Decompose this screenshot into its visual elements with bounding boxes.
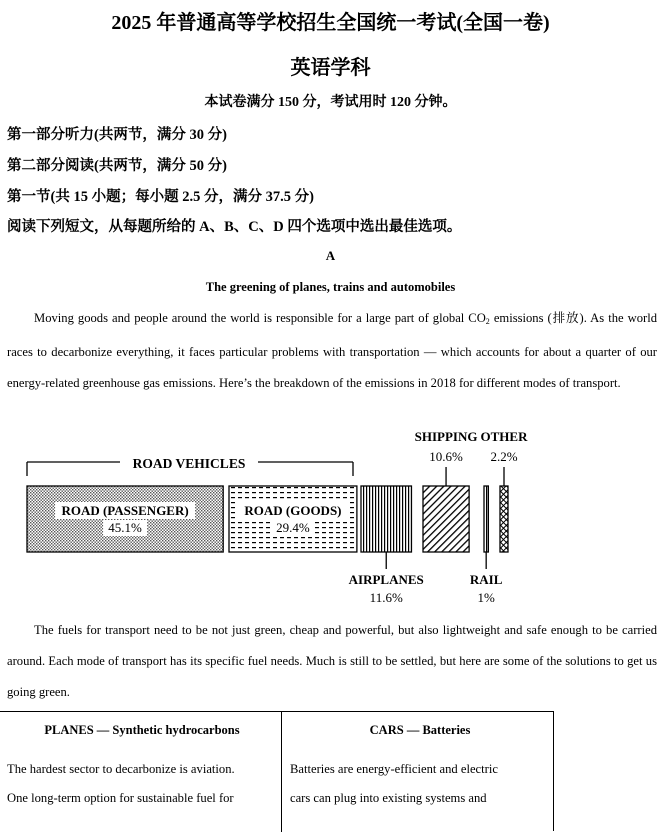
bar-airplanes [361,486,411,552]
section-instruction: 阅读下列短文，从每题所给的 A、B、C、D 四个选项中选出最佳选项。 [7,219,462,235]
exam-title: 2025 年普通高等学校招生全国统一考试(全国一卷) [111,12,550,34]
p1-text-a: Moving goods and people around the world is responsible for a large part of global CO [34,311,486,325]
passage-letter: A [325,248,336,263]
value-label-road-passenger: 45.1% [108,520,142,535]
paragraph-1 [7,303,657,399]
section-reading: 第二部分阅读(共两节，满分 50 分) [7,158,227,174]
col-body-cars [290,755,498,813]
table-line: cars can plug into existing systems and [290,791,487,805]
col-header-planes: PLANES — Synthetic hydrocarbons [44,723,240,737]
category-label-airplanes: AIRPLANES [348,572,424,587]
section-part-one: 第一节(共 15 小题；每小题 2.5 分，满分 37.5 分) [7,189,314,205]
value-label-road-goods: 29.4% [276,520,310,535]
value-label-rail: 1% [477,590,495,605]
table-line: Batteries are energy-efficient and electric [290,762,498,776]
solutions-table [0,711,554,831]
bar-shipping [423,486,469,552]
value-label-other: 2.2% [490,449,518,464]
table-divider [281,712,282,832]
road-vehicles-label: ROAD VEHICLES [132,456,246,471]
bar-rail [484,486,488,552]
section-listening: 第一部分听力(共两节，满分 30 分) [7,127,227,143]
value-label-shipping: 10.6% [429,449,463,464]
subject-title: 英语学科 [290,57,371,79]
passage-title: The greening of planes, trains and automobiles [205,280,456,294]
exam-info: 本试卷满分 150 分，考试用时 120 分钟。 [204,95,457,110]
col-header-cars: CARS — Batteries [369,723,471,737]
emissions-chart [0,420,661,620]
p2-text: The fuels for transport need to be not just green, cheap and powerful, but also lightweight and safe enough to be carried around. Each mode of transport has its specific fuel needs. Much is still to be settled, but here are some of the solutions to get us going green. [7,623,657,699]
p1-subscript: 2 [485,317,490,326]
col-body-planes [7,755,235,813]
table-line: One long-term option for sustainable fuel for [7,791,234,805]
p1-text-b: emissions (排放). As the world races to decarbonize everything, it faces particular problems with transportation — which accounts for about a quarter of our energy-related greenhouse gas emissions. Here’s the breakdown of the emissions in 2018 for different modes of transport. [7,311,657,390]
category-label-shipping: SHIPPING [414,429,478,444]
category-label-road-passenger: ROAD (PASSENGER) [61,503,189,518]
category-label-rail: RAIL [469,572,503,587]
bar-other [500,486,508,552]
table-line: The hardest sector to decarbonize is aviation. [7,762,235,776]
value-label-airplanes: 11.6% [369,590,403,605]
category-label-road-goods: ROAD (GOODS) [244,503,342,518]
paragraph-2 [7,615,657,708]
category-label-other: OTHER [480,429,528,444]
